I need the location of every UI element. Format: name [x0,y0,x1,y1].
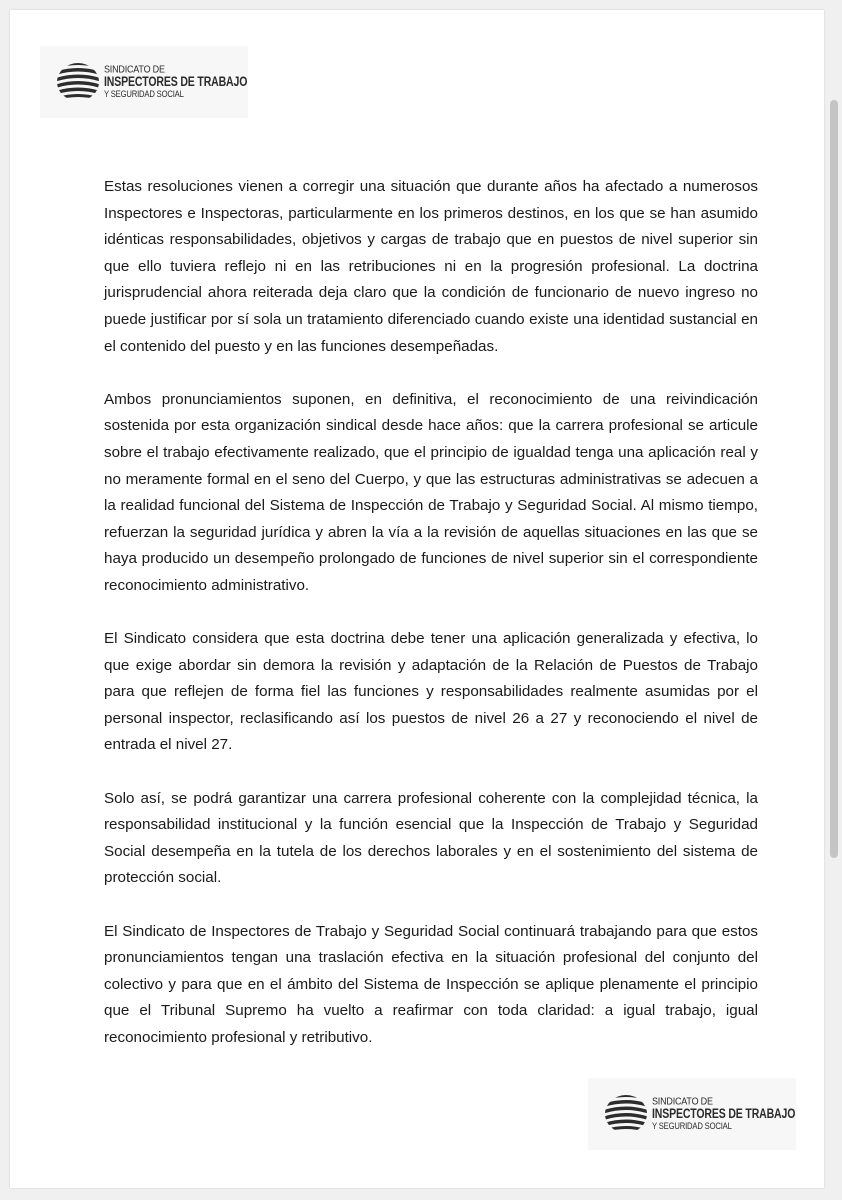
union-emblem-icon [54,60,102,104]
document-page [10,10,824,1188]
logo-line-3: Y SEGURIDAD SOCIAL [104,88,184,99]
union-logo-header [40,46,248,118]
logo-line-3: Y SEGURIDAD SOCIAL [652,1120,732,1131]
paragraph-5: El Sindicato de Inspectores de Trabajo y Seguridad Social continuará trabajando para que estos pronunciamientos tengan una traslación efectiva en la situación profesional del conjunto del colectivo y para que en el ámbito del Sistema de Inspección se aplique plenamente el principio que el Tribunal Supremo ha vuelto a reafirmar con toda claridad: a igual trabajo, igual reconocimiento profesional y retributivo. [104,922,758,1046]
document-body [104,174,758,1078]
vertical-scrollbar[interactable] [830,100,838,858]
logo-line-2: INSPECTORES DE TRABAJO [104,74,248,90]
union-name [652,1097,824,1131]
paragraph-2: Ambos pronunciamientos suponen, en definitiva, el reconocimiento de una reivindicación sostenida por esta organización sindical desde hace años: que la carrera profesional se articule sobre el trabajo efectivamente realizado, que el principio de igualdad tenga una aplicación real y no meramente formal en el seno del Cuerpo, y que las estructuras administrativas se adecuen a la realidad funcional del Sistema de Inspección de Trabajo y Seguridad Social. Al mismo tiempo, refuerzan la seguridad jurídica y abren la vía a la revisión de aquellas situaciones en las que se haya producido un desempeño prolongado de funciones de nivel superior sin el correspondiente reconocimiento administrativo. [104,390,758,594]
union-name [104,65,288,99]
logo-line-1: SINDICATO DE [104,63,165,75]
union-emblem-icon [602,1092,650,1136]
paragraph-3: El Sindicato considera que esta doctrina debe tener una aplicación generalizada y efectiva, lo que exige abordar sin demora la revisión y adaptación de la Relación de Puestos de Trabajo para que reflejen de forma fiel las funciones y responsabilidades realmente asumidas por el personal inspector, reclasificando así los puestos de nivel 26 a 27 y reconociendo el nivel de entrada el nivel 27. [104,630,758,754]
union-logo-footer [588,1078,796,1150]
paragraph-1: Estas resoluciones vienen a corregir una situación que durante años ha afectado a numerosos Inspectores e Inspectoras, particularmente en los primeros destinos, en los que se han asumido idénticas responsabilidades, objetivos y cargas de trabajo que en puestos de nivel superior sin que ello tuviera reflejo ni en las retribuciones ni en la progresión profesional. La doctrina jurisprudencial ahora reiterada deja claro que la condición de funcionario de nuevo ingreso no puede justificar por sí sola un tratamiento diferenciado cuando existe una identidad sustancial en el contenido del puesto y en las funciones desempeñadas. [104,178,758,355]
logo-line-1: SINDICATO DE [652,1095,713,1107]
paragraph-4: Solo así, se podrá garantizar una carrera profesional coherente con la complejidad técnica, la responsabilidad institucional y la función esencial que la Inspección de Trabajo y Seguridad Social desempeña en la tutela de los derechos laborales y en el sostenimiento del sistema de protección social. [104,789,758,887]
logo-line-2: INSPECTORES DE TRABAJO [652,1106,796,1122]
